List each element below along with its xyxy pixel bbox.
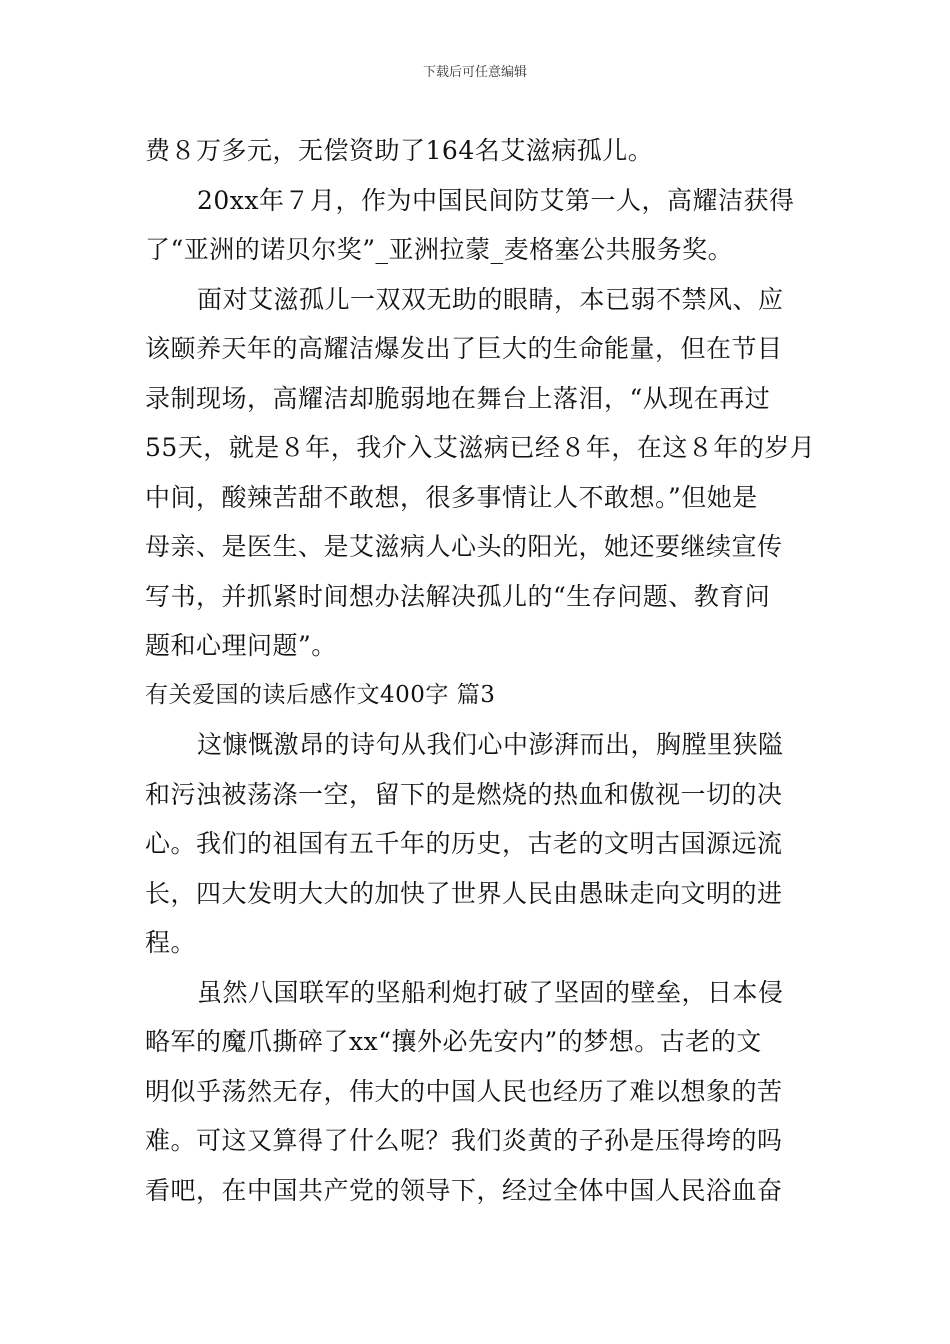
text-line: 中间，酸辣苦甜不敢想，很多事情让人不敢想。”但她是 bbox=[145, 482, 758, 512]
page-header-note: 下载后可任意编辑 bbox=[422, 65, 527, 80]
paragraph-start-line: 虽然八国联军的坚船利炮打破了坚固的壁垒，日本侵 bbox=[197, 977, 784, 1007]
text-line: 录制现场，高耀洁却脆弱地在舞台上落泪，“从现在再过 bbox=[145, 383, 771, 413]
paragraph-start-line: 面对艾滋孤儿一双双无助的眼睛，本已弱不禁风、应 bbox=[197, 284, 784, 314]
text-line: 略军的魔爪撕碎了xx“攘外必先安内”的梦想。古老的文 bbox=[145, 1027, 762, 1056]
text-line: 看吧，在中国共产党的领导下，经过全体中国人民浴血奋 bbox=[145, 1175, 783, 1205]
text-line: 了“亚洲的诺贝尔奖”_亚洲拉蒙_麦格塞公共服务奖。 bbox=[145, 235, 734, 264]
text-line: 题和心理问题”。 bbox=[145, 631, 337, 660]
text-line: 明似乎荡然无存，伟大的中国人民也经历了难以想象的苦 bbox=[145, 1076, 783, 1106]
text-line: 难。可这又算得了什么呢？我们炎黄的子孙是压得垮的吗 bbox=[145, 1126, 783, 1155]
text-line: 55天，就是８年，我介入艾滋病已经８年，在这８年的岁月 bbox=[145, 433, 816, 462]
text-line: 该颐养天年的高耀洁爆发出了巨大的生命能量，但在节目 bbox=[145, 334, 783, 363]
text-line: 心。我们的祖国有五千年的历史，古老的文明古国源远流 bbox=[145, 829, 783, 858]
text-line: 费８万多元，无偿资助了164名艾滋病孤儿。 bbox=[145, 136, 654, 165]
document-body bbox=[145, 126, 816, 1215]
paragraph-start-line: 这慷慨激昂的诗句从我们心中澎湃而出，胸膛里狭隘 bbox=[197, 730, 784, 759]
text-line: 和污浊被荡涤一空，留下的是燃烧的热血和傲视一切的决 bbox=[145, 779, 783, 809]
text-line: 写书，并抓紧时间想办法解决孤儿的“生存问题、教育问 bbox=[145, 581, 771, 611]
text-line: 长，四大发明大大的加快了世界人民由愚昧走向文明的进 bbox=[145, 878, 783, 908]
text-line: 母亲、是医生、是艾滋病人心头的阳光，她还要继续宣传 bbox=[145, 532, 783, 561]
paragraph-start-line: 20xx年７月，作为中国民间防艾第一人，高耀洁获得 bbox=[197, 185, 795, 215]
text-line: 程。 bbox=[145, 928, 197, 957]
section-heading: 有关爱国的读后感作文400字 篇3 bbox=[145, 681, 496, 708]
